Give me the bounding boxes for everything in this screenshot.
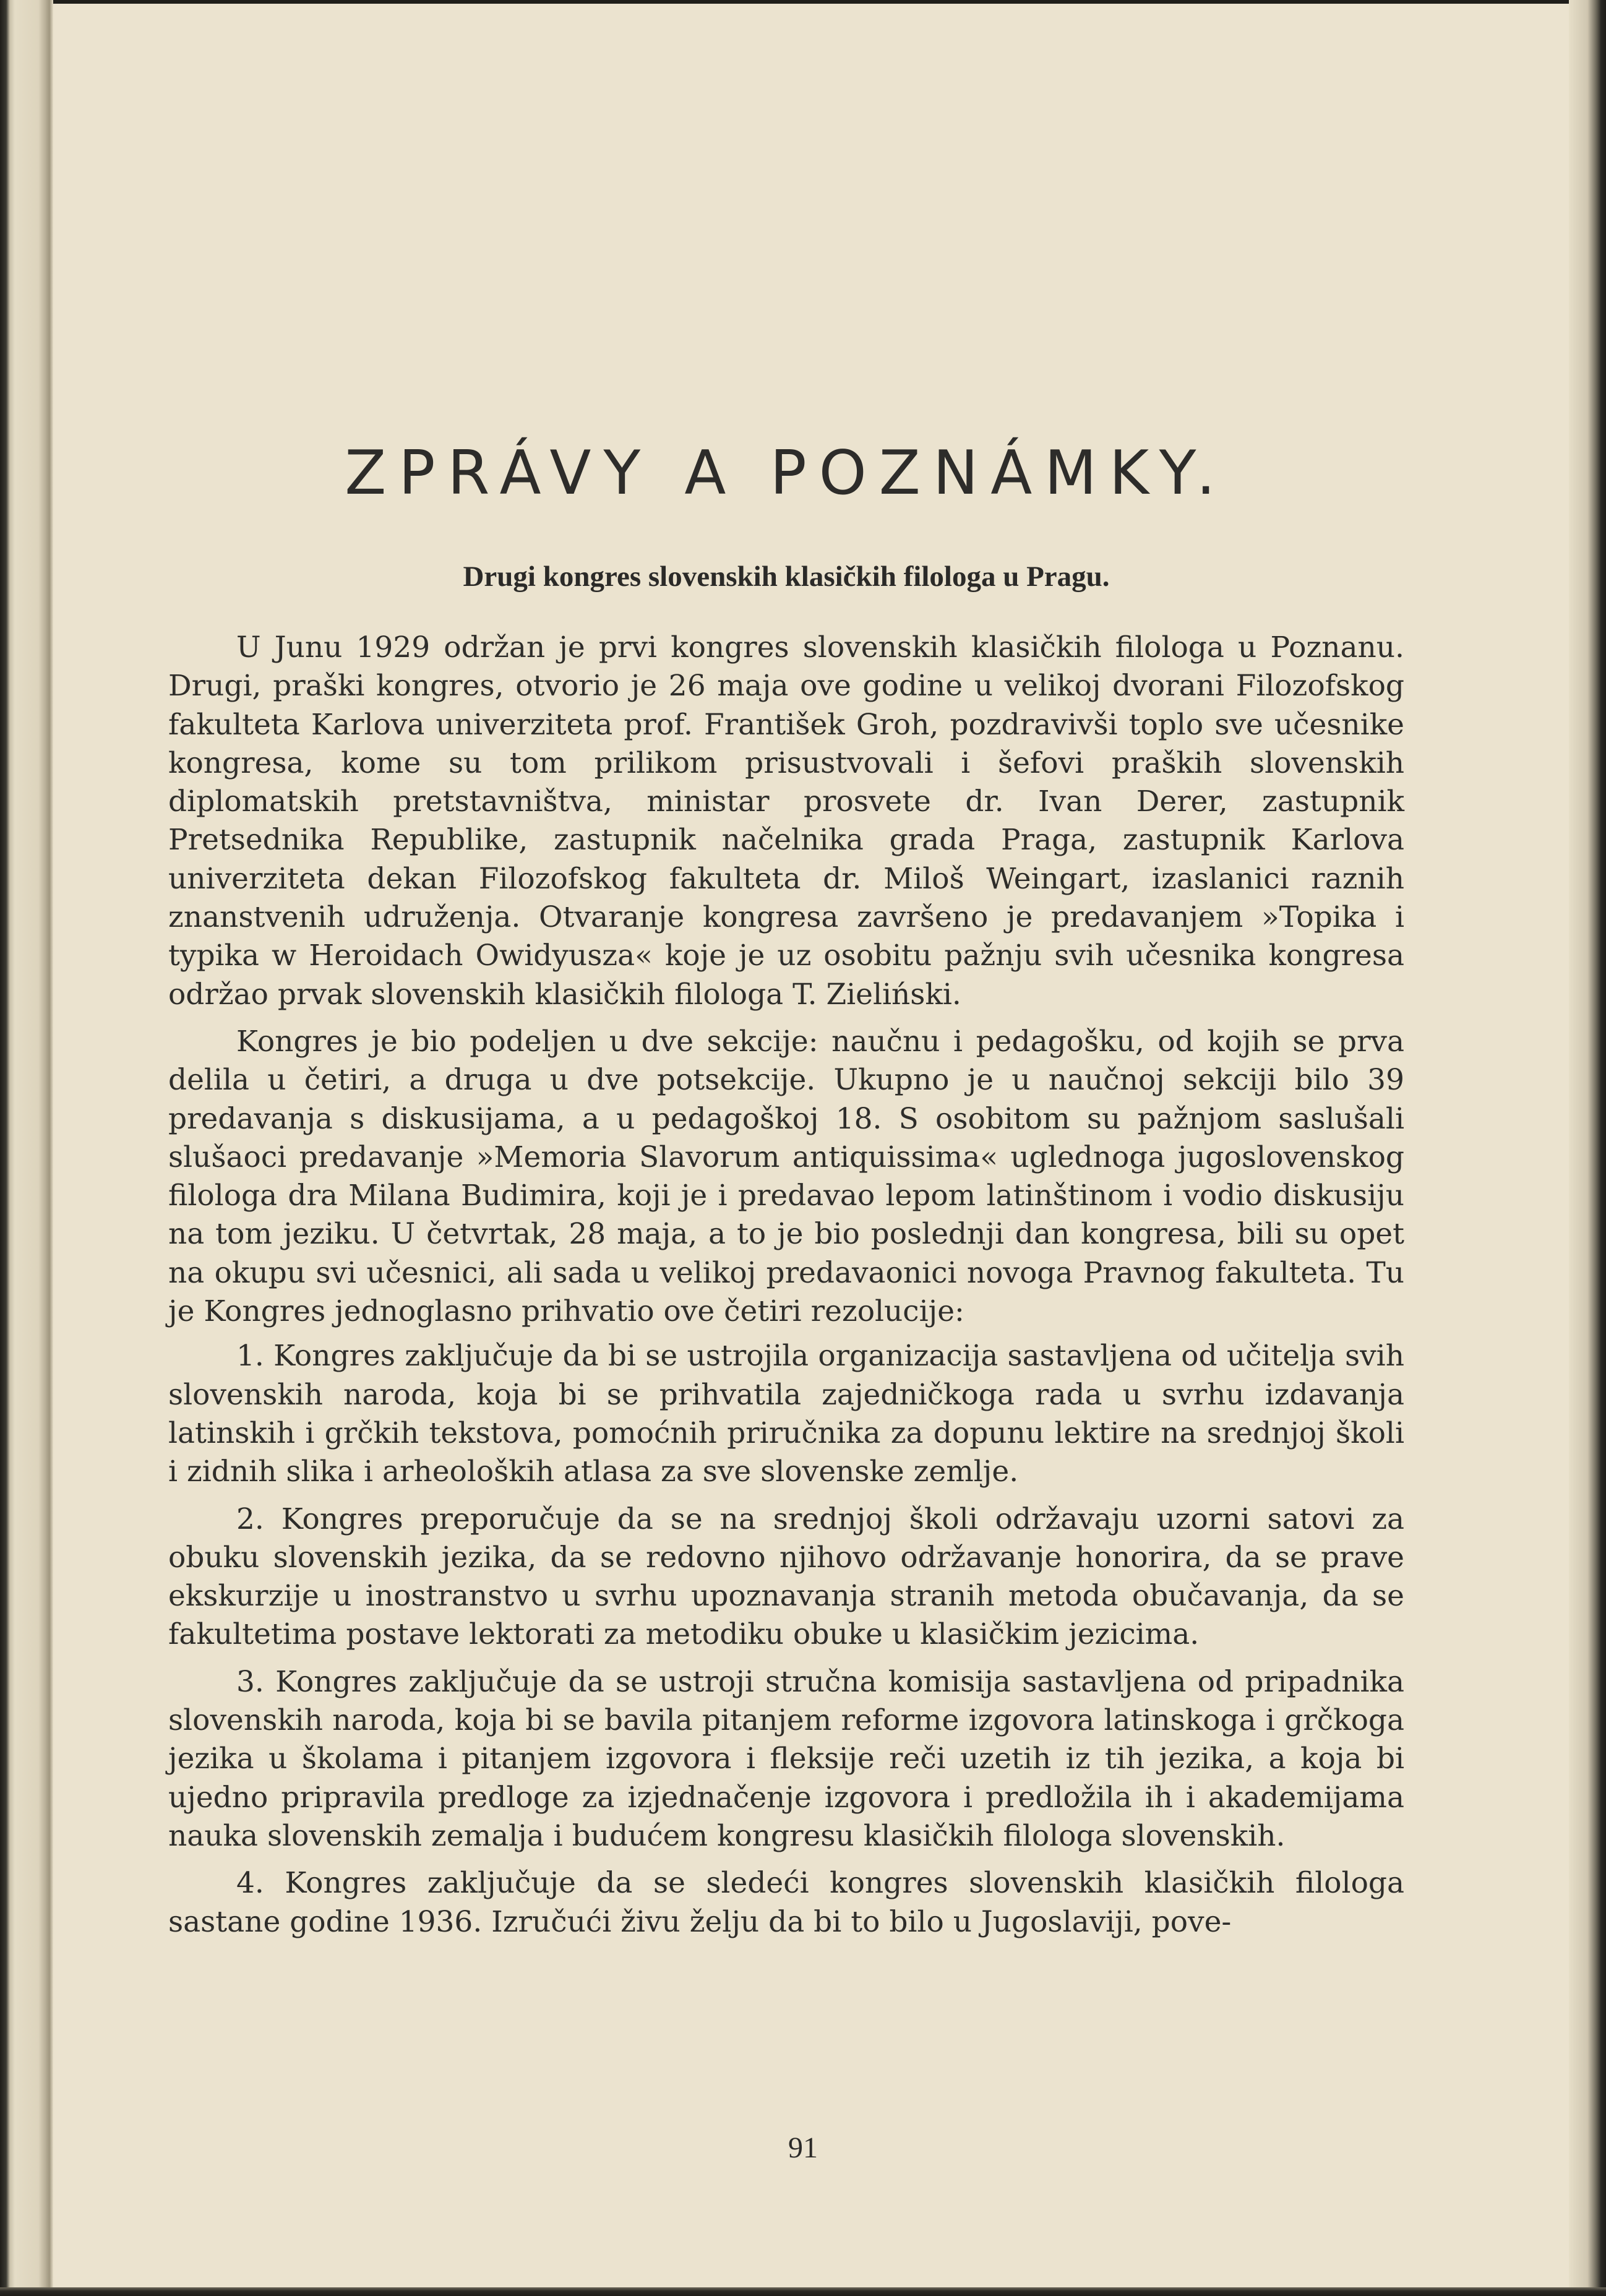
article-title: Drugi kongres slovenskih klasičkih filologa u Pragu. [463, 561, 1110, 593]
page-number: 91 [788, 2131, 818, 2164]
paragraph-intro: U Junu 1929 održan je prvi kongres slovenskih klasičkih filologa u Poznanu. Drugi, praški kongres, otvorio je 26 maja ove godine u velikoj dvorani Filozofskog fakulteta Karlova univerziteta prof. František Groh, pozdravivši toplo sve učesnike kongresa, kome su tom prilikom prisustvovali i šefovi praških slovenskih diplomatskih pretstavništva, ministar prosvete dr. Ivan Derer, zastupnik Pretsednika Republike, zastupnik načelnika grada Praga, zastupnik Karlova univerziteta dekan Filozofskog fakulteta dr. Miloš Weingart, izaslanici raznih znanstvenih udruženja. Otvaranje kongresa završeno je predavanjem »Topika i typika w Heroidach Owidyusza« koje je uz osobitu pažnju svih učesnika kongresa održao prvak slovenskih klasičkih filologa T. Zieliński. [168, 630, 1404, 1012]
resolution-4: 4. Kongres zaključuje da se sledeći kongres slovenskih klasičkih filologa sastane godine 1936. Izručući živu želju da bi to bilo u Jugoslaviji, pove- [168, 1866, 1404, 1939]
resolution-3: 3. Kongres zaključuje da se ustroji stručna komisija sastavljena od pripadnika slovenskih naroda, koja bi se bavila pitanjem reforme izgovora latinskoga i grčkoga jezika u školama i pitanjem izgovora i fleksije reči uzetih iz tih jezika, a koja bi ujedno pripravila predloge za izjednačenje izgovora i predložila ih i akademijama nauka slovenskih zemalja i budućem kongresu klasičkih filologa slovenskih. [168, 1664, 1404, 1853]
paragraph-sections: Kongres je bio podeljen u dve sekcije: naučnu i pedagošku, od kojih se prva delila u četiri, a druga u dve potsekcije. Ukupno je u naučnoj sekciji bilo 39 predavanja s diskusijama, a u pedagoškoj 18. S osobitom su pažnjom saslušali slušaoci predavanje »Memoria Slavorum antiquissima« uglednoga jugoslovenskog filologa dra Milana Budimira, koji je i predavao lepom latinštinom i vodio diskusiju na tom jeziku. U četvrtak, 28 maja, a to je bio poslednji dan kongresa, bili su opet na okupu svi učesnici, ali sada u velikoj predavaonici novoga Pravnog fakulteta. Tu je Kongres jednoglasno prihvatio ove četiri rezolucije: [168, 1024, 1404, 1329]
resolution-1: 1. Kongres zaključuje da bi se ustrojila organizacija sastavljena od učitelja svih slovenskih naroda, koja bi se prihvatila zajedničkoga rada u svrhu izdavanja latinskih i grčkih tekstova, pomoćnih priručnika za dopunu lektire na srednjoj školi i zidnih slika i arheoloških atlasa za sve slovenske zemlje. [168, 1339, 1404, 1489]
page-binding-edge [0, 0, 53, 2296]
page-outer-edge [1569, 0, 1606, 2296]
resolution-2: 2. Kongres preporučuje da se na srednjoj školi održavaju uzorni satovi za obuku slovenskih jezika, da se redovno njihovo održavanje honorira, da se prave ekskurzije u inostranstvo u svrhu upoznavanja stranih metoda obučavanja, da se fakultetima postave lektorati za metodiku obuke u klasičkim jezicima. [168, 1502, 1404, 1652]
scan-top-edge [0, 0, 1606, 4]
section-title: ZPRÁVY A POZNÁMKY. [345, 438, 1228, 509]
scan-bottom-edge [0, 2287, 1606, 2296]
article-body [168, 629, 1404, 1941]
page-content [168, 433, 1404, 1941]
